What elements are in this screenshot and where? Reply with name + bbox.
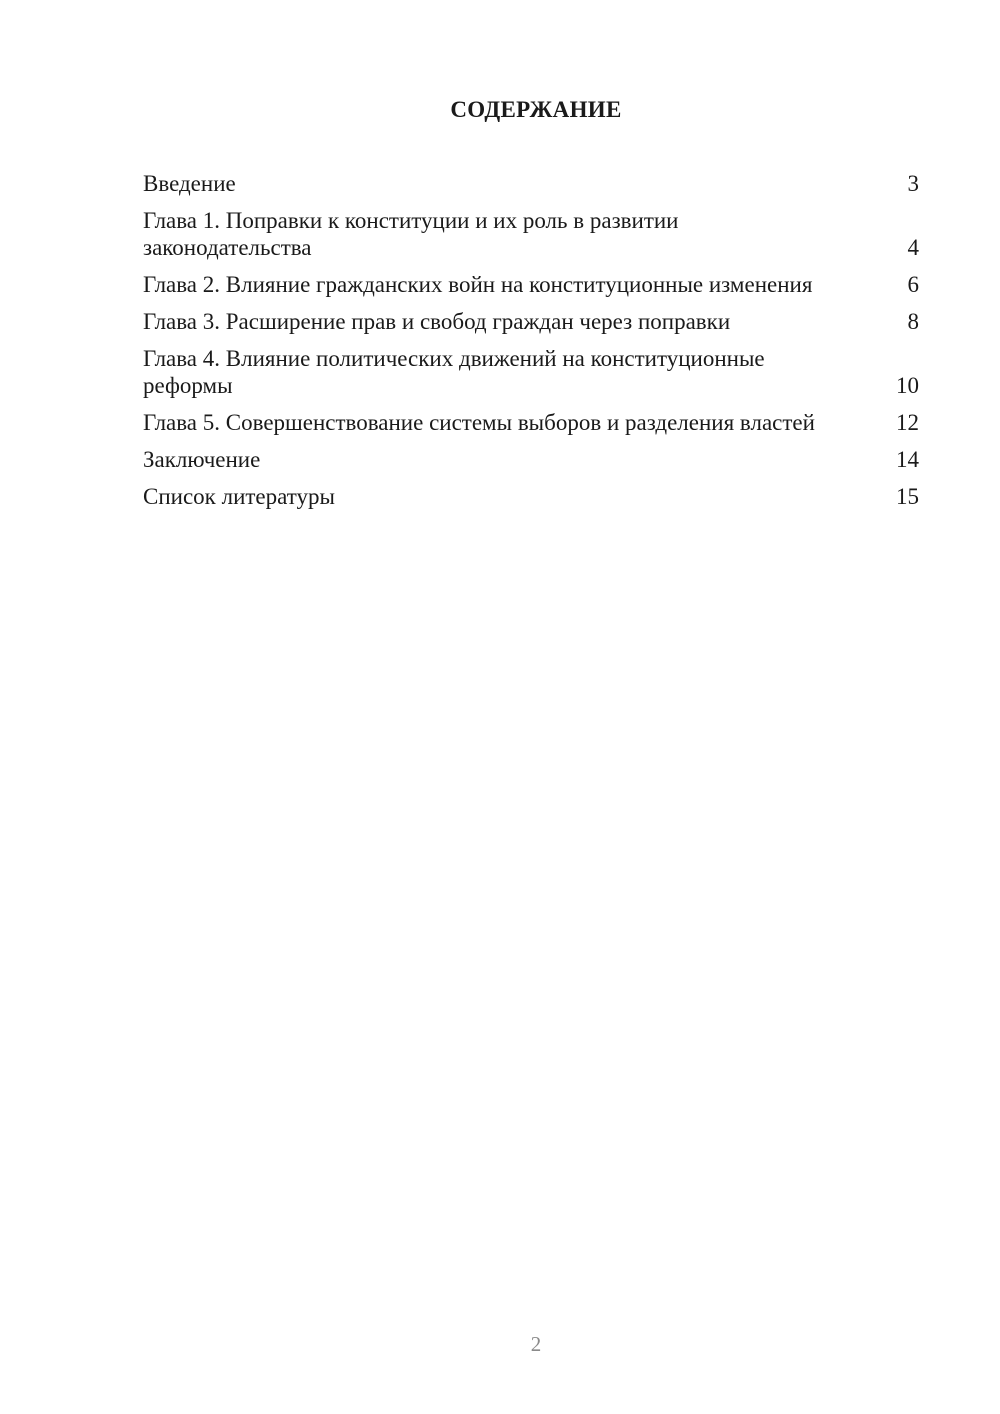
toc-entry-chapter-1 bbox=[143, 207, 919, 261]
toc-entry-chapter-4 bbox=[143, 345, 919, 399]
toc-entry-chapter-5 bbox=[143, 409, 919, 436]
toc-entry-page: 14 bbox=[896, 447, 919, 472]
toc-entry-page: 12 bbox=[896, 410, 919, 435]
toc-entry-title: Список литературы bbox=[143, 484, 335, 509]
toc-entry-title: Глава 1. Поправки к конституции и их роль в развитии законодательства bbox=[143, 208, 679, 260]
toc-entry-page: 15 bbox=[896, 484, 919, 509]
toc-entry-title: Глава 4. Влияние политических движений на конституционные реформы bbox=[143, 346, 765, 398]
toc-entry-title: Заключение bbox=[143, 447, 261, 472]
toc-entry-page: 8 bbox=[907, 309, 919, 334]
toc-entry-page: 10 bbox=[896, 373, 919, 398]
page-number: 2 bbox=[530, 1332, 542, 1356]
page-title: СОДЕРЖАНИЕ bbox=[450, 97, 622, 122]
toc-entry-title: Глава 5. Совершенствование системы выборов и разделения властей bbox=[143, 410, 815, 435]
toc-entry-chapter-2 bbox=[143, 271, 919, 298]
toc-entry-title: Глава 2. Влияние гражданских войн на конституционные изменения bbox=[143, 272, 813, 297]
toc-entry-title: Введение bbox=[143, 171, 236, 196]
toc-entry-chapter-3 bbox=[143, 308, 919, 335]
toc-entry-page: 4 bbox=[907, 235, 919, 260]
toc-entry-page: 3 bbox=[907, 171, 919, 196]
toc-entry-introduction bbox=[143, 170, 919, 197]
toc-entry-page: 6 bbox=[907, 272, 919, 297]
toc-entry-references bbox=[143, 483, 919, 510]
table-of-contents bbox=[143, 170, 919, 520]
toc-entry-conclusion bbox=[143, 446, 919, 473]
toc-entry-title: Глава 3. Расширение прав и свобод граждан через поправки bbox=[143, 309, 731, 334]
